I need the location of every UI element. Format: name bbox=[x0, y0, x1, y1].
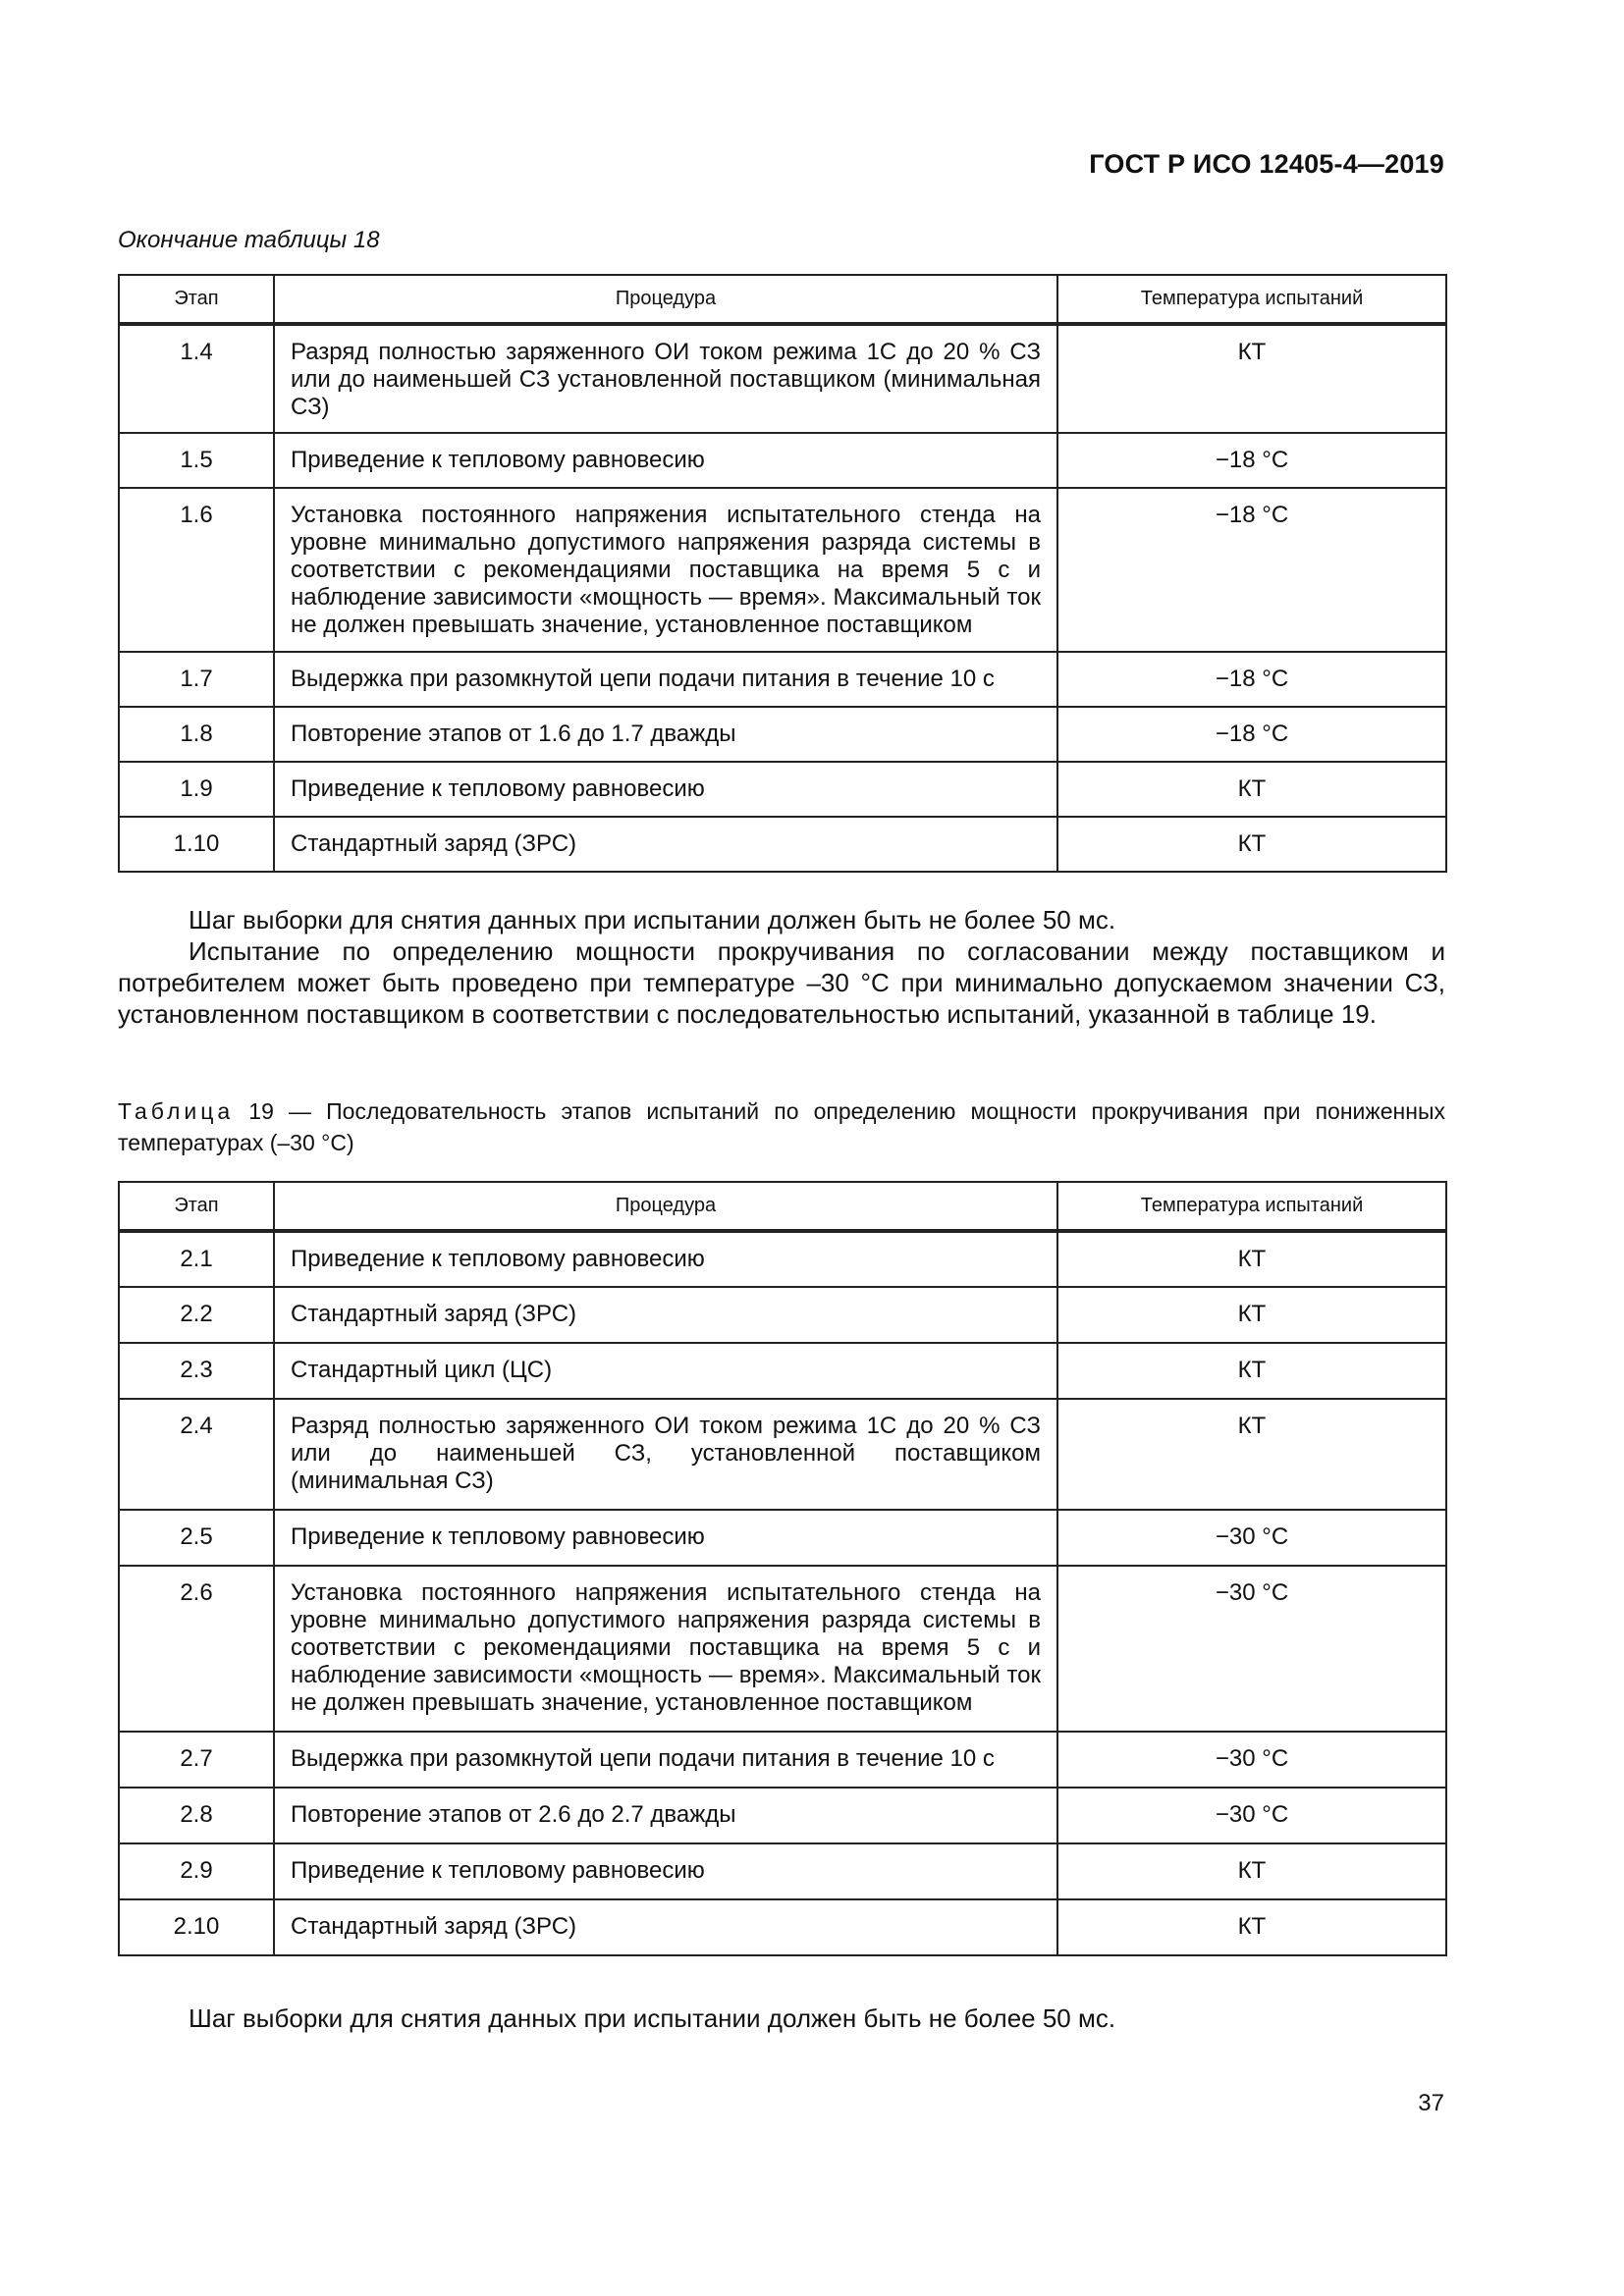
column-header-procedure: Процедура bbox=[274, 1182, 1057, 1231]
column-header-temperature: Температура испытаний bbox=[1057, 1182, 1446, 1231]
temperature-cell: −30 °С bbox=[1057, 1788, 1446, 1843]
step-cell: 1.10 bbox=[119, 817, 274, 872]
step-cell: 2.5 bbox=[119, 1510, 274, 1566]
step-cell: 2.2 bbox=[119, 1287, 274, 1343]
table-row bbox=[119, 1399, 1446, 1510]
body-text-block bbox=[118, 2002, 1445, 2034]
column-header-step: Этап bbox=[119, 275, 274, 324]
document-id: ГОСТ Р ИСО 12405-4—2019 bbox=[1089, 149, 1444, 179]
temperature-cell: −30 °С bbox=[1057, 1566, 1446, 1732]
table-row bbox=[119, 1566, 1446, 1732]
step-cell: 2.7 bbox=[119, 1732, 274, 1788]
table-row bbox=[119, 488, 1446, 652]
step-cell: 1.7 bbox=[119, 652, 274, 707]
procedure-cell: Стандартный заряд (ЗРС) bbox=[274, 1287, 1057, 1343]
temperature-cell: −30 °С bbox=[1057, 1732, 1446, 1788]
table-title-text: 19 — Последовательность этапов испытаний по определению мощности прокручивания при пониженных температурах (–30 °С) bbox=[118, 1098, 1445, 1155]
procedure-cell: Стандартный заряд (ЗРС) bbox=[274, 1899, 1057, 1955]
step-cell: 2.1 bbox=[119, 1231, 274, 1287]
procedure-cell: Установка постоянного напряжения испытательного стенда на уровне минимально допустимого напряжения разряда системы в соответствии с рекомендациями поставщика на время 5 с и наблюдение зависимости «мощность — время». Максимальный ток не должен превышать значение, установленное поставщиком bbox=[274, 1566, 1057, 1732]
step-cell: 2.6 bbox=[119, 1566, 274, 1732]
temperature-cell: КТ bbox=[1057, 1399, 1446, 1510]
paragraph-cranking-test: Испытание по определению мощности прокручивания по согласовании между поставщиком и потребителем может быть проведено при температуре –30 °С при минимально допускаемом значении СЗ, установленном поставщиком в соответствии с последовательностью испытаний, указанной в таблице 19. bbox=[118, 936, 1445, 1029]
temperature-cell: КТ bbox=[1057, 324, 1446, 433]
temperature-cell: КТ bbox=[1057, 817, 1446, 872]
procedure-cell: Установка постоянного напряжения испытательного стенда на уровне минимально допустимого напряжения разряда системы в соответствии с рекомендациями поставщика на время 5 с и наблюдение зависимости «мощность — время». Максимальный ток не должен превышать значение, установленное поставщиком bbox=[274, 488, 1057, 652]
table-row bbox=[119, 324, 1446, 433]
temperature-cell: −18 °С bbox=[1057, 707, 1446, 762]
table-continuation-caption: Окончание таблицы 18 bbox=[118, 227, 380, 253]
procedure-cell: Выдержка при разомкнутой цепи подачи питания в течение 10 с bbox=[274, 652, 1057, 707]
temperature-cell: КТ bbox=[1057, 1899, 1446, 1955]
table-row bbox=[119, 1231, 1446, 1287]
procedure-cell: Стандартный заряд (ЗРС) bbox=[274, 817, 1057, 872]
temperature-cell: КТ bbox=[1057, 1843, 1446, 1899]
table-row bbox=[119, 1287, 1446, 1343]
temperature-cell: КТ bbox=[1057, 1231, 1446, 1287]
table-header-row bbox=[119, 1182, 1446, 1231]
procedure-cell: Приведение к тепловому равновесию bbox=[274, 1843, 1057, 1899]
table-label: Таблица bbox=[118, 1098, 235, 1124]
table-row bbox=[119, 1732, 1446, 1788]
procedure-cell: Стандартный цикл (ЦС) bbox=[274, 1343, 1057, 1399]
step-cell: 1.9 bbox=[119, 762, 274, 817]
step-cell: 2.8 bbox=[119, 1788, 274, 1843]
procedure-cell: Разряд полностью заряженного ОИ током режима 1С до 20 % СЗ или до наименьшей СЗ, установленной поставщиком (минимальная СЗ) bbox=[274, 1399, 1057, 1510]
procedure-cell: Приведение к тепловому равновесию bbox=[274, 762, 1057, 817]
column-header-temperature: Температура испытаний bbox=[1057, 275, 1446, 324]
temperature-cell: −18 °С bbox=[1057, 652, 1446, 707]
table-19-title bbox=[118, 1095, 1445, 1158]
table-row bbox=[119, 1899, 1446, 1955]
step-cell: 1.4 bbox=[119, 324, 274, 433]
page-number: 37 bbox=[1418, 2090, 1444, 2116]
table-row bbox=[119, 1788, 1446, 1843]
column-header-procedure: Процедура bbox=[274, 275, 1057, 324]
paragraph-sampling-step: Шаг выборки для снятия данных при испытании должен быть не более 50 мс. bbox=[189, 905, 1116, 934]
step-cell: 2.4 bbox=[119, 1399, 274, 1510]
table-18-end bbox=[118, 274, 1447, 873]
table-row bbox=[119, 707, 1446, 762]
table-row bbox=[119, 652, 1446, 707]
table-19 bbox=[118, 1181, 1447, 1956]
body-text-block bbox=[118, 904, 1445, 1030]
temperature-cell: −18 °С bbox=[1057, 488, 1446, 652]
column-header-step: Этап bbox=[119, 1182, 274, 1231]
step-cell: 2.3 bbox=[119, 1343, 274, 1399]
temperature-cell: КТ bbox=[1057, 1287, 1446, 1343]
temperature-cell: КТ bbox=[1057, 762, 1446, 817]
procedure-cell: Повторение этапов от 1.6 до 1.7 дважды bbox=[274, 707, 1057, 762]
table-row bbox=[119, 817, 1446, 872]
table-row bbox=[119, 1843, 1446, 1899]
table-header-row bbox=[119, 275, 1446, 324]
step-cell: 2.9 bbox=[119, 1843, 274, 1899]
step-cell: 1.6 bbox=[119, 488, 274, 652]
temperature-cell: КТ bbox=[1057, 1343, 1446, 1399]
table-row bbox=[119, 1510, 1446, 1566]
step-cell: 1.8 bbox=[119, 707, 274, 762]
procedure-cell: Повторение этапов от 2.6 до 2.7 дважды bbox=[274, 1788, 1057, 1843]
procedure-cell: Приведение к тепловому равновесию bbox=[274, 433, 1057, 488]
temperature-cell: −30 °С bbox=[1057, 1510, 1446, 1566]
table-row bbox=[119, 762, 1446, 817]
step-cell: 2.10 bbox=[119, 1899, 274, 1955]
temperature-cell: −18 °С bbox=[1057, 433, 1446, 488]
procedure-cell: Выдержка при разомкнутой цепи подачи питания в течение 10 с bbox=[274, 1732, 1057, 1788]
table-row bbox=[119, 1343, 1446, 1399]
step-cell: 1.5 bbox=[119, 433, 274, 488]
procedure-cell: Приведение к тепловому равновесию bbox=[274, 1510, 1057, 1566]
paragraph-sampling-step: Шаг выборки для снятия данных при испытании должен быть не более 50 мс. bbox=[189, 2003, 1116, 2033]
table-row bbox=[119, 433, 1446, 488]
procedure-cell: Приведение к тепловому равновесию bbox=[274, 1231, 1057, 1287]
procedure-cell: Разряд полностью заряженного ОИ током режима 1С до 20 % СЗ или до наименьшей СЗ установленной поставщиком (минимальная СЗ) bbox=[274, 324, 1057, 433]
